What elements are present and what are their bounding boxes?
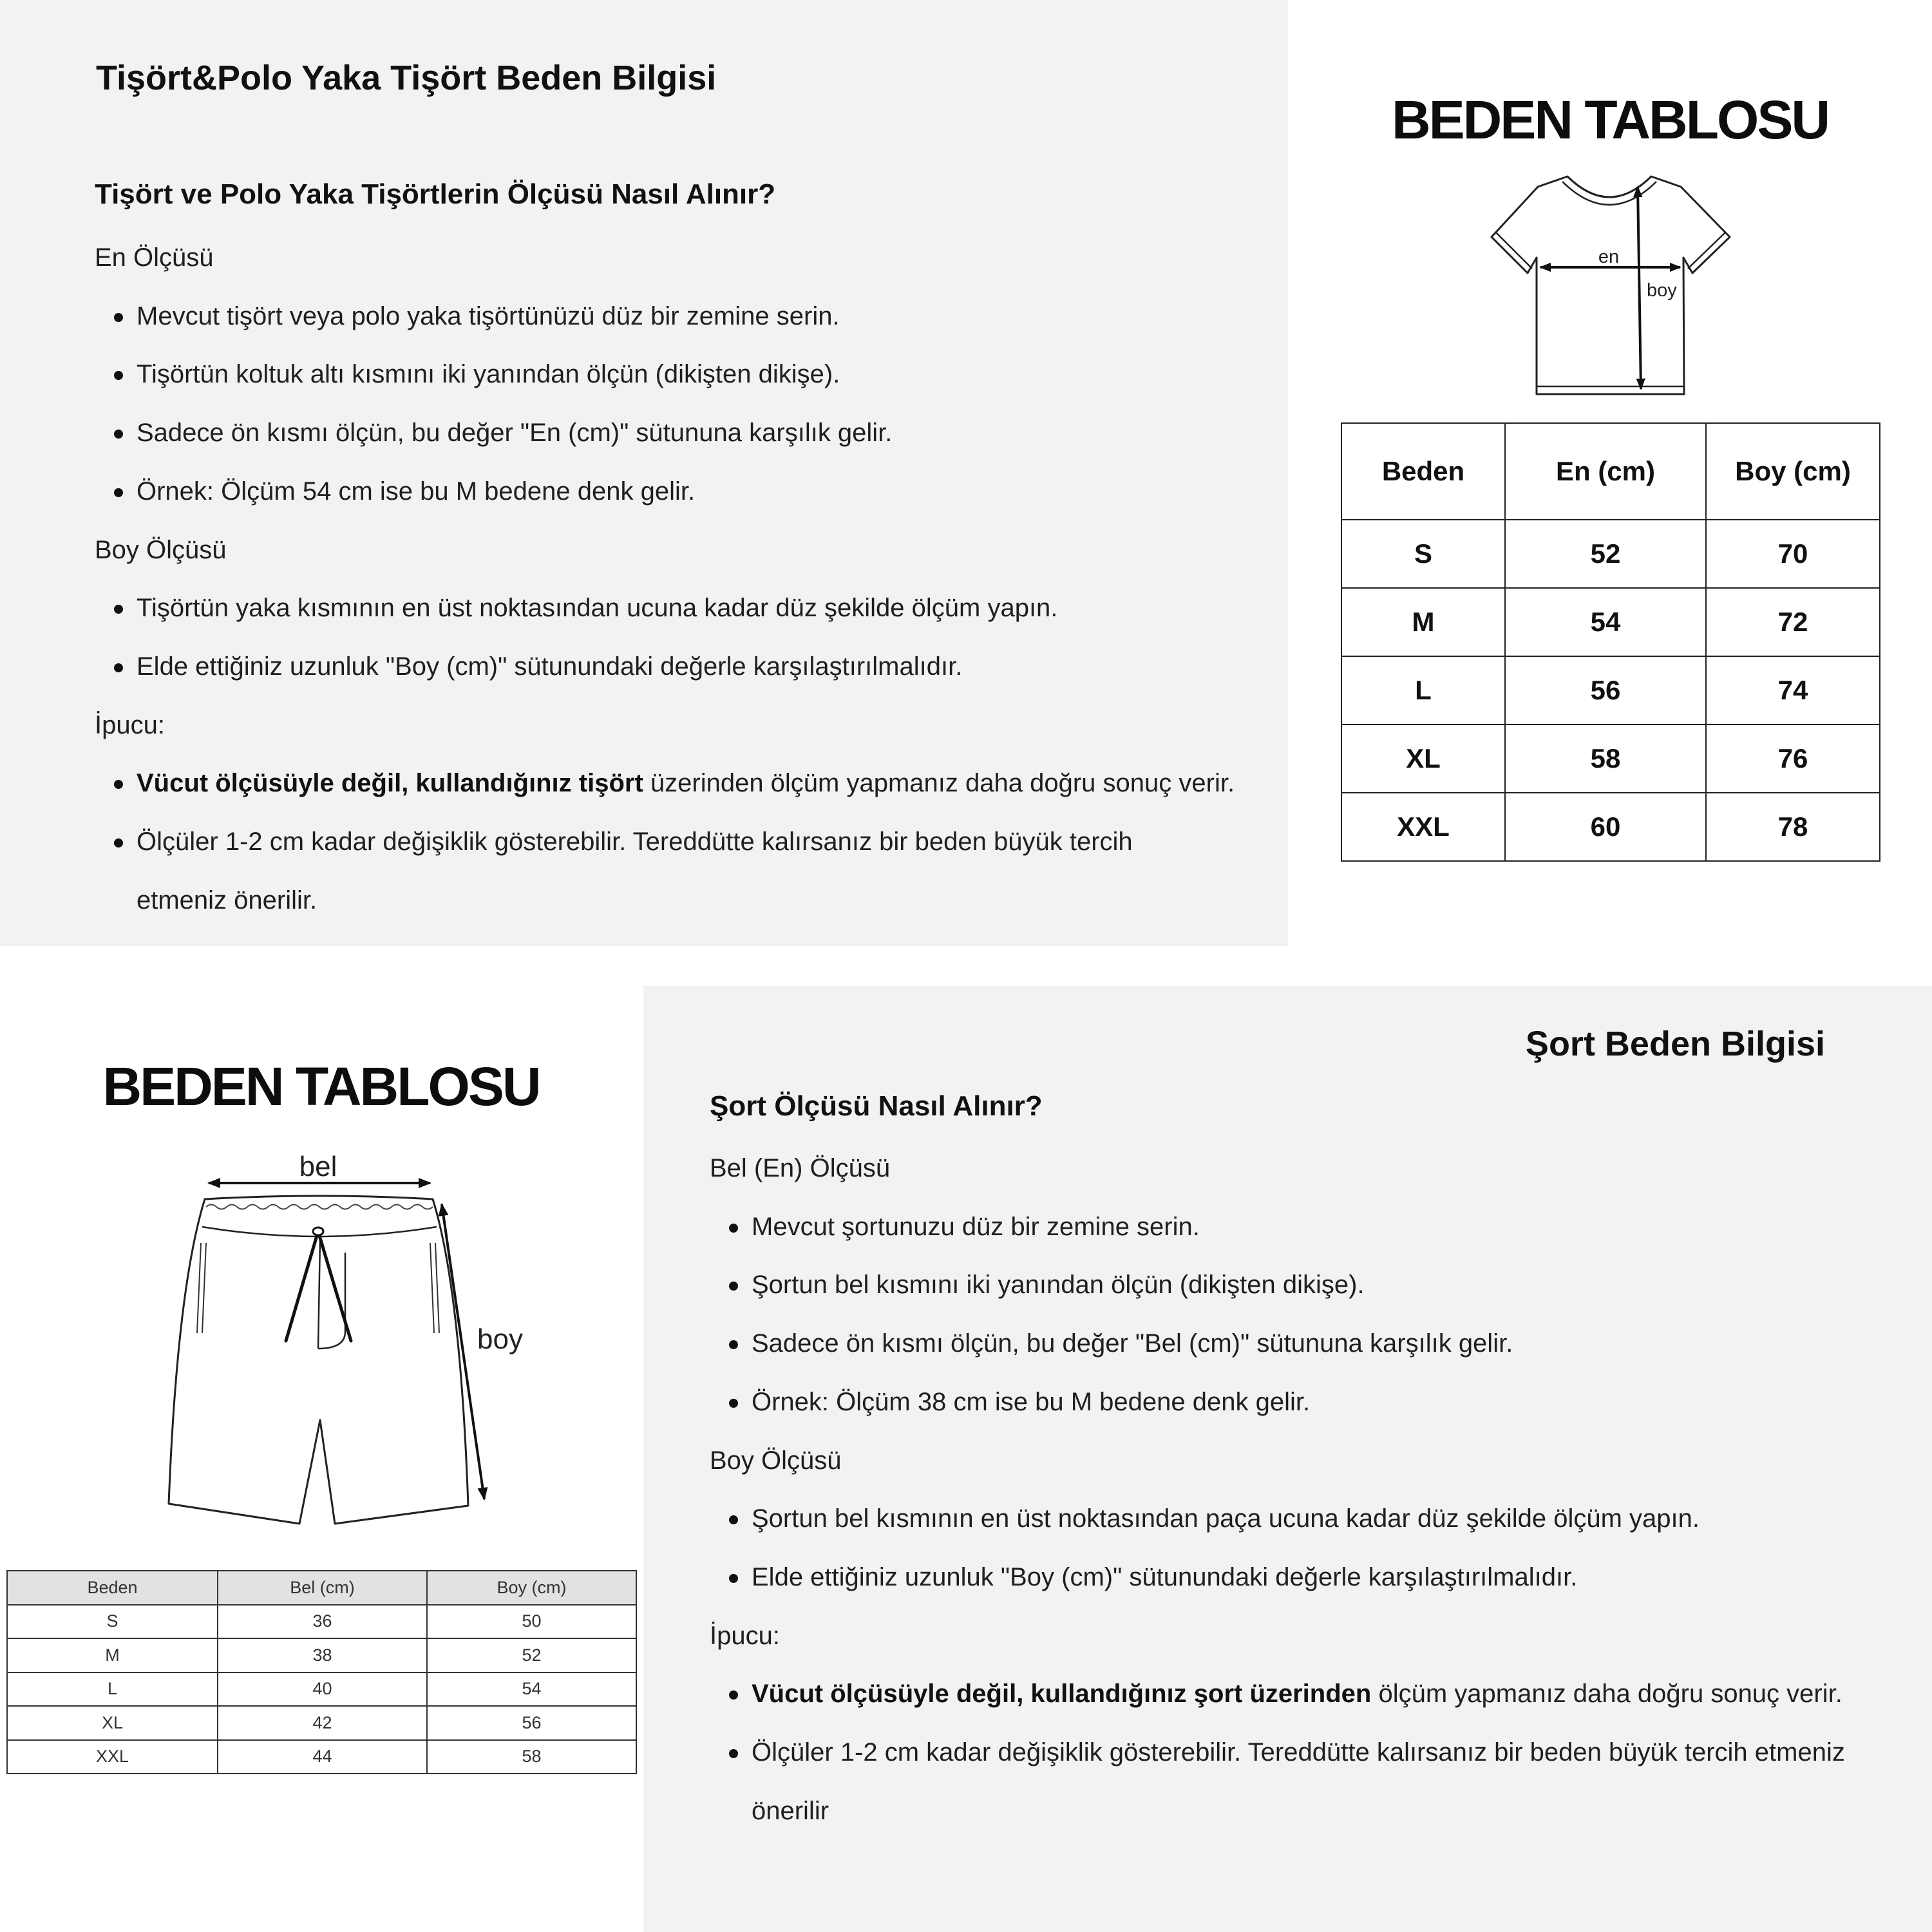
bullet-dot: [114, 838, 123, 848]
table-cell: 78: [1706, 793, 1880, 861]
table-header-cell: En (cm): [1505, 423, 1706, 520]
tip-heading: İpucu:: [710, 1621, 780, 1650]
tip-item: [710, 1723, 1845, 1840]
bullet-dot: [114, 605, 123, 614]
bullet-dot: [729, 1399, 738, 1408]
shorts-size-table: [6, 1570, 637, 1774]
shorts-diagram: [155, 1146, 528, 1533]
table-cell: S: [1341, 520, 1505, 588]
table-cell: 54: [427, 1672, 636, 1707]
table-header-cell: Bel (cm): [218, 1571, 427, 1605]
tip-text-line: etmeniz önerilir.: [137, 886, 317, 914]
tshirt-length-label: boy: [1647, 280, 1677, 301]
table-cell: 58: [1505, 724, 1706, 793]
table-cell: 56: [1505, 656, 1706, 724]
width-heading: En Ölçüsü: [95, 243, 214, 272]
waist-heading: Bel (En) Ölçüsü: [710, 1154, 891, 1182]
length-heading: Boy Ölçüsü: [95, 535, 227, 564]
shorts-info-panel: [643, 986, 1932, 1932]
table-row: [1341, 520, 1880, 588]
shorts-outline: [169, 1196, 468, 1524]
table-header-cell: Boy (cm): [427, 1571, 636, 1605]
shorts-size-chart: [0, 986, 643, 1932]
tshirt-outline: [1492, 176, 1730, 394]
bullet-dot: [729, 1282, 738, 1291]
table-row: [7, 1638, 636, 1672]
bullet-dot: [729, 1224, 738, 1233]
list-item: [710, 1373, 1845, 1432]
table-cell: XXL: [1341, 793, 1505, 861]
table-cell: 70: [1706, 520, 1880, 588]
tip-item: [710, 1665, 1845, 1723]
table-cell: 38: [218, 1638, 427, 1672]
list-item-text: Mevcut şortunuzu düz bir zemine serin.: [752, 1212, 1200, 1241]
table-row: [7, 1672, 636, 1707]
tip-text-line: Ölçüler 1-2 cm kadar değişiklik gösterebilir. Tereddütte kalırsanız bir beden büyük tercih etmeniz: [752, 1738, 1845, 1766]
table-header-row: [7, 1571, 636, 1605]
tip-text-line: Ölçüler 1-2 cm kadar değişiklik gösterebilir. Tereddütte kalırsanız bir beden büyük tercih: [137, 827, 1133, 856]
table-cell: 54: [1505, 588, 1706, 656]
list-item-text: Elde ettiğiniz uzunluk "Boy (cm)" sütunundaki değerle karşılaştırılmalıdır.: [752, 1562, 1578, 1591]
table-cell: 40: [218, 1672, 427, 1707]
table-cell: 56: [427, 1706, 636, 1740]
table-row: [1341, 724, 1880, 793]
list-item: [95, 345, 1235, 404]
list-item-text: Tişörtün koltuk altı kısmını iki yanından ölçün (dikişten dikişe).: [137, 360, 840, 389]
table-cell: 52: [1505, 520, 1706, 588]
shorts-drawstring-knot: [313, 1227, 323, 1235]
table-header-row: [1341, 423, 1880, 520]
table-cell: L: [1341, 656, 1505, 724]
list-item: [95, 404, 1235, 462]
tip-item: [95, 754, 1235, 813]
list-item: [710, 1256, 1845, 1314]
tip-bold-text: Vücut ölçüsüyle değil, kullandığınız tişört: [137, 769, 643, 798]
tip-bold-text: Vücut ölçüsüyle değil, kullandığınız şort üzerinden: [752, 1680, 1372, 1709]
shorts-instructions: [710, 1139, 1845, 1840]
table-row: [1341, 588, 1880, 656]
shorts-chart-title: BEDEN TABLOSU: [102, 1056, 540, 1117]
tshirt-info-panel: [0, 0, 1288, 946]
list-item-text: Şortun bel kısmını iki yanından ölçün (dikişten dikişe).: [752, 1271, 1365, 1300]
bullet-dot: [729, 1749, 738, 1758]
table-row: [7, 1706, 636, 1740]
list-item-text: Tişörtün yaka kısmının en üst noktasından ucuna kadar düz şekilde ölçüm yapın.: [137, 594, 1058, 623]
shorts-info-title: Şort Beden Bilgisi: [1525, 1025, 1825, 1063]
tip-item: [95, 813, 1235, 929]
tip-text-line: önerilir: [752, 1796, 829, 1825]
list-item: [710, 1314, 1845, 1373]
bullet-dot: [114, 313, 123, 322]
list-item-text: Şortun bel kısmının en üst noktasından paça ucuna kadar düz şekilde ölçüm yapın.: [752, 1504, 1700, 1533]
table-header-cell: Boy (cm): [1706, 423, 1880, 520]
table-cell: 74: [1706, 656, 1880, 724]
table-cell: XL: [7, 1706, 218, 1740]
tshirt-info-title: Tişört&Polo Yaka Tişört Beden Bilgisi: [96, 59, 717, 97]
list-item: [710, 1198, 1845, 1256]
table-cell: 58: [427, 1740, 636, 1774]
list-item-text: Sadece ön kısmı ölçün, bu değer "Bel (cm)" sütununa karşılık gelir.: [752, 1329, 1513, 1358]
tshirt-measure-question: Tişört ve Polo Yaka Tişörtlerin Ölçüsü Nasıl Alınır?: [95, 178, 776, 210]
table-header-cell: Beden: [7, 1571, 218, 1605]
shorts-length-label: boy: [477, 1323, 523, 1355]
bullet-dot: [114, 371, 123, 380]
tshirt-chart-title: BEDEN TABLOSU: [1391, 90, 1829, 150]
table-header-cell: Beden: [1341, 423, 1505, 520]
table-cell: 44: [218, 1740, 427, 1774]
shorts-measure-question: Şort Ölçüsü Nasıl Alınır?: [710, 1090, 1043, 1122]
tshirt-width-label: en: [1598, 247, 1620, 267]
list-item-text: Elde ettiğiniz uzunluk "Boy (cm)" sütunundaki değerle karşılaştırılmalıdır.: [137, 652, 963, 681]
list-item: [710, 1548, 1845, 1607]
bullet-dot: [114, 488, 123, 497]
table-cell: 52: [427, 1638, 636, 1672]
table-row: [1341, 793, 1880, 861]
table-cell: 42: [218, 1706, 427, 1740]
list-item-text: Örnek: Ölçüm 54 cm ise bu M bedene denk gelir.: [137, 477, 696, 506]
list-item: [95, 638, 1235, 696]
bullet-dot: [114, 780, 123, 789]
table-cell: S: [7, 1605, 218, 1639]
bullet-dot: [729, 1574, 738, 1583]
list-item: [95, 579, 1235, 638]
table-cell: XXL: [7, 1740, 218, 1774]
tshirt-size-table: [1341, 422, 1880, 862]
length-heading: Boy Ölçüsü: [710, 1446, 842, 1475]
bullet-dot: [729, 1515, 738, 1524]
table-cell: 76: [1706, 724, 1880, 793]
table-cell: L: [7, 1672, 218, 1707]
tip-text: üzerinden ölçüm yapmanız daha doğru sonuç verir.: [643, 769, 1235, 798]
bullet-dot: [729, 1340, 738, 1349]
list-item: [95, 287, 1235, 346]
tip-heading: İpucu:: [95, 710, 165, 739]
list-item: [95, 462, 1235, 521]
table-row: [7, 1605, 636, 1639]
tshirt-diagram: [1475, 164, 1745, 406]
table-cell: 72: [1706, 588, 1880, 656]
table-cell: 36: [218, 1605, 427, 1639]
table-cell: 50: [427, 1605, 636, 1639]
table-cell: 60: [1505, 793, 1706, 861]
table-cell: M: [7, 1638, 218, 1672]
table-row: [1341, 656, 1880, 724]
tshirt-size-chart: [1288, 0, 1932, 946]
list-item: [710, 1490, 1845, 1548]
tshirt-instructions: [95, 229, 1235, 929]
shorts-waist-label: bel: [299, 1151, 337, 1182]
bullet-dot: [114, 430, 123, 439]
table-cell: M: [1341, 588, 1505, 656]
list-item-text: Sadece ön kısmı ölçün, bu değer "En (cm)" sütununa karşılık gelir.: [137, 419, 893, 448]
list-item-text: Örnek: Ölçüm 38 cm ise bu M bedene denk gelir.: [752, 1387, 1311, 1416]
list-item-text: Mevcut tişört veya polo yaka tişörtünüzü düz bir zemine serin.: [137, 301, 840, 330]
table-cell: XL: [1341, 724, 1505, 793]
bullet-dot: [729, 1690, 738, 1700]
bullet-dot: [114, 663, 123, 672]
tip-text: ölçüm yapmanız daha doğru sonuç verir.: [1371, 1680, 1842, 1709]
table-row: [7, 1740, 636, 1774]
